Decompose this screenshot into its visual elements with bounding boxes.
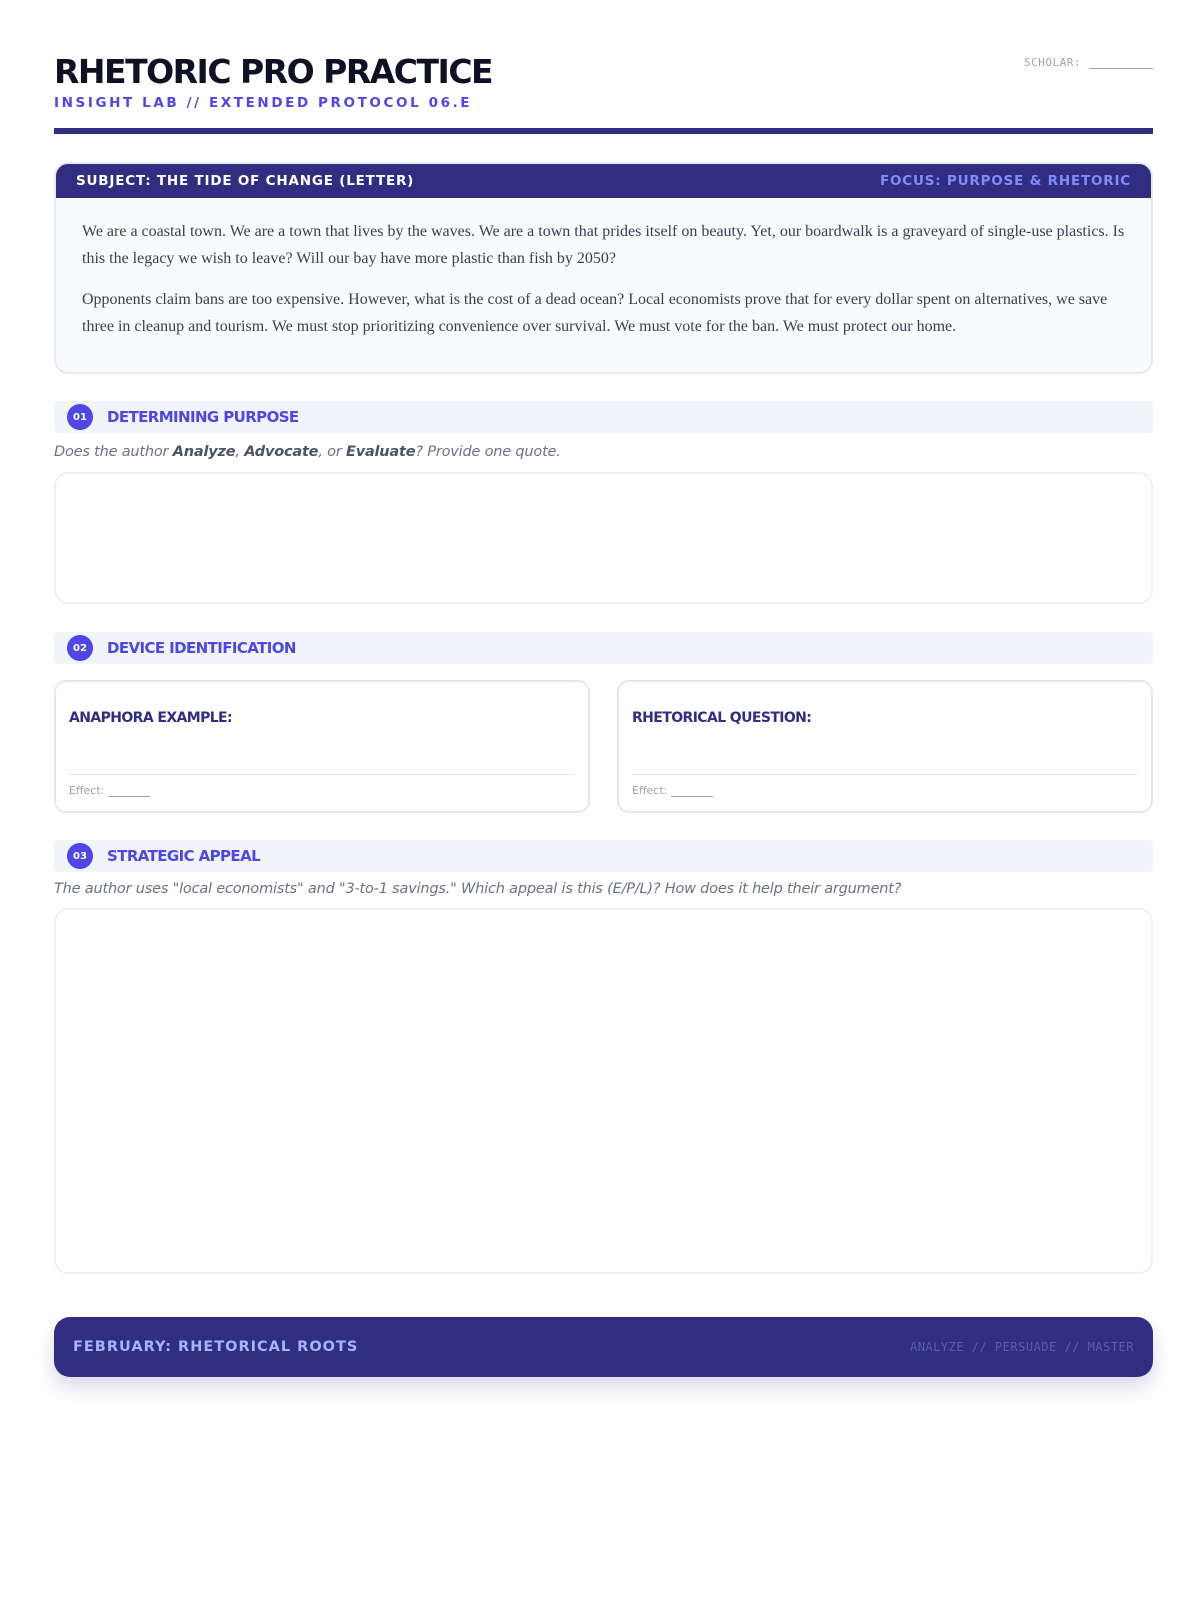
scholar-field[interactable] [1024, 56, 1153, 69]
page-title: RHETORIC PRO PRACTICE [54, 52, 493, 91]
rhetorical-question-card[interactable] [617, 680, 1153, 813]
header-divider [54, 128, 1153, 134]
section-title: STRATEGIC APPEAL [107, 847, 261, 865]
passage-focus: FOCUS: PURPOSE & RHETORIC [879, 173, 1131, 189]
page-subtitle: INSIGHT LAB // EXTENDED PROTOCOL 06.E [54, 95, 473, 111]
section-01-header [54, 401, 1153, 433]
section-02-header [54, 632, 1153, 664]
effect-label: Effect: [69, 784, 105, 797]
section-title: DETERMINING PURPOSE [107, 408, 299, 426]
effect-field[interactable] [632, 784, 713, 797]
rhetorical-question-label: RHETORICAL QUESTION: [632, 710, 812, 726]
scholar-name-blank[interactable] [1089, 59, 1153, 69]
worksheet-footer [54, 1317, 1153, 1377]
anaphora-label: ANAPHORA EXAMPLE: [69, 710, 233, 726]
scholar-label: SCHOLAR: [1024, 56, 1081, 69]
passage-body [56, 198, 1151, 340]
effect-label: Effect: [632, 784, 668, 797]
passage-header-bar [56, 164, 1151, 198]
section-number-badge: 03 [67, 843, 93, 869]
section-03-prompt: The author uses "local economists" and "3-to-1 savings." Which appeal is this (E/P/L)? How does it help their argument? [54, 881, 902, 897]
purpose-answer-box[interactable] [54, 472, 1153, 604]
passage-paragraph-2: Opponents claim bans are too expensive. However, what is the cost of a dead ocean? Local economists prove that for every dollar spent on alternatives, we save three in cleanup and tourism. We must stop prioritizing convenience over survival. We must vote for the ban. We must protect our home. [82, 291, 1108, 335]
card-divider [632, 774, 1138, 775]
footer-unit-label: FEBRUARY: RHETORICAL ROOTS [73, 1339, 359, 1355]
effect-blank[interactable] [108, 788, 150, 797]
effect-field[interactable] [69, 784, 150, 797]
section-title: DEVICE IDENTIFICATION [107, 639, 296, 657]
footer-tagline: ANALYZE // PERSUADE // MASTER [909, 1340, 1134, 1354]
worksheet-header [54, 50, 1153, 136]
section-01-prompt: Does the author Analyze, Advocate, or Evaluate? Provide one quote. [54, 444, 561, 460]
section-number-badge: 01 [67, 404, 93, 430]
passage-card [54, 162, 1153, 374]
effect-blank[interactable] [671, 788, 713, 797]
appeal-answer-box[interactable] [54, 908, 1153, 1274]
passage-paragraph-1: We are a coastal town. We are a town that lives by the waves. We are a town that prides itself on beauty. Yet, our boardwalk is a graveyard of single-use plastics. Is this the legacy we wish to leave? Will our bay have more plastic than fish by 2050? [82, 223, 1125, 267]
passage-subject: SUBJECT: THE TIDE OF CHANGE (LETTER) [76, 173, 415, 189]
section-number-badge: 02 [67, 635, 93, 661]
card-divider [69, 774, 575, 775]
anaphora-card[interactable] [54, 680, 590, 813]
section-03-header [54, 840, 1153, 872]
